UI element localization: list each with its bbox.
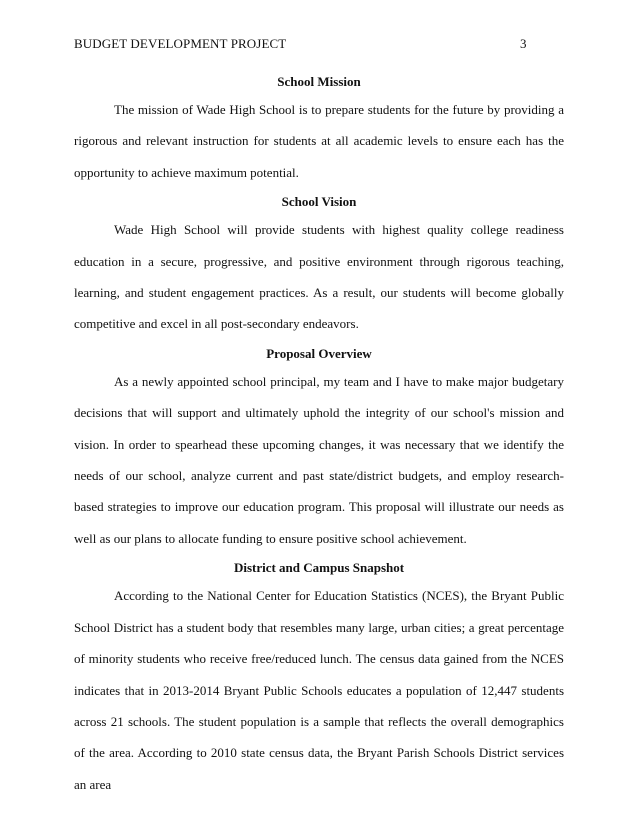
page-number: 3 bbox=[520, 36, 527, 51]
paragraph-district-snapshot: According to the National Center for Education Statistics (NCES), the Bryant Public School District has a student body that resembles many large, urban cities; a great percentage of minority students who receive free/reduced lunch. The census data gained from the NCES indicates that in 2013-2014 Bryant Public Schools educates a population of 12,447 students across 21 schools. The student population is a sample that reflects the overall demographics of the area. According to 2010 state census data, the Bryant Parish Schools District services an area bbox=[74, 588, 564, 792]
section-heading-school-vision: School Vision bbox=[281, 194, 357, 210]
section-heading-school-mission: School Mission bbox=[277, 74, 361, 89]
paragraph-proposal-overview: As a newly appointed school principal, my team and I have to make major budgetary decisions that will support and ultimately uphold the integrity of our school's mission and vision. In order to spearhead these upcoming changes, it was necessary that we identify the needs of our school, analyze current and past state/district budgets, and employ research-based strategies to improve our education program. This proposal will illustrate our needs as well as our plans to allocate funding to ensure positive school achievement. bbox=[74, 373, 564, 546]
section-heading-proposal-overview: Proposal Overview bbox=[266, 345, 372, 361]
section-heading-district-snapshot: District and Campus Snapshot bbox=[233, 560, 405, 576]
document-body bbox=[74, 70, 564, 800]
paragraph-school-vision: Wade High School will provide students with highest quality college readiness education in a secure, progressive, and positive environment through rigorous teaching, learning, and student engagement practices. As a result, our students will become globally competitive and excel in all post-secondary endeavors. bbox=[74, 222, 564, 332]
paragraph-school-mission: The mission of Wade High School is to prepare students for the future by providing a rigorous and relevant instruction for students at all academic levels to ensure each has the opportunity to achieve maximum potential. bbox=[74, 102, 564, 180]
running-head: BUDGET DEVELOPMENT PROJECT bbox=[74, 36, 287, 51]
